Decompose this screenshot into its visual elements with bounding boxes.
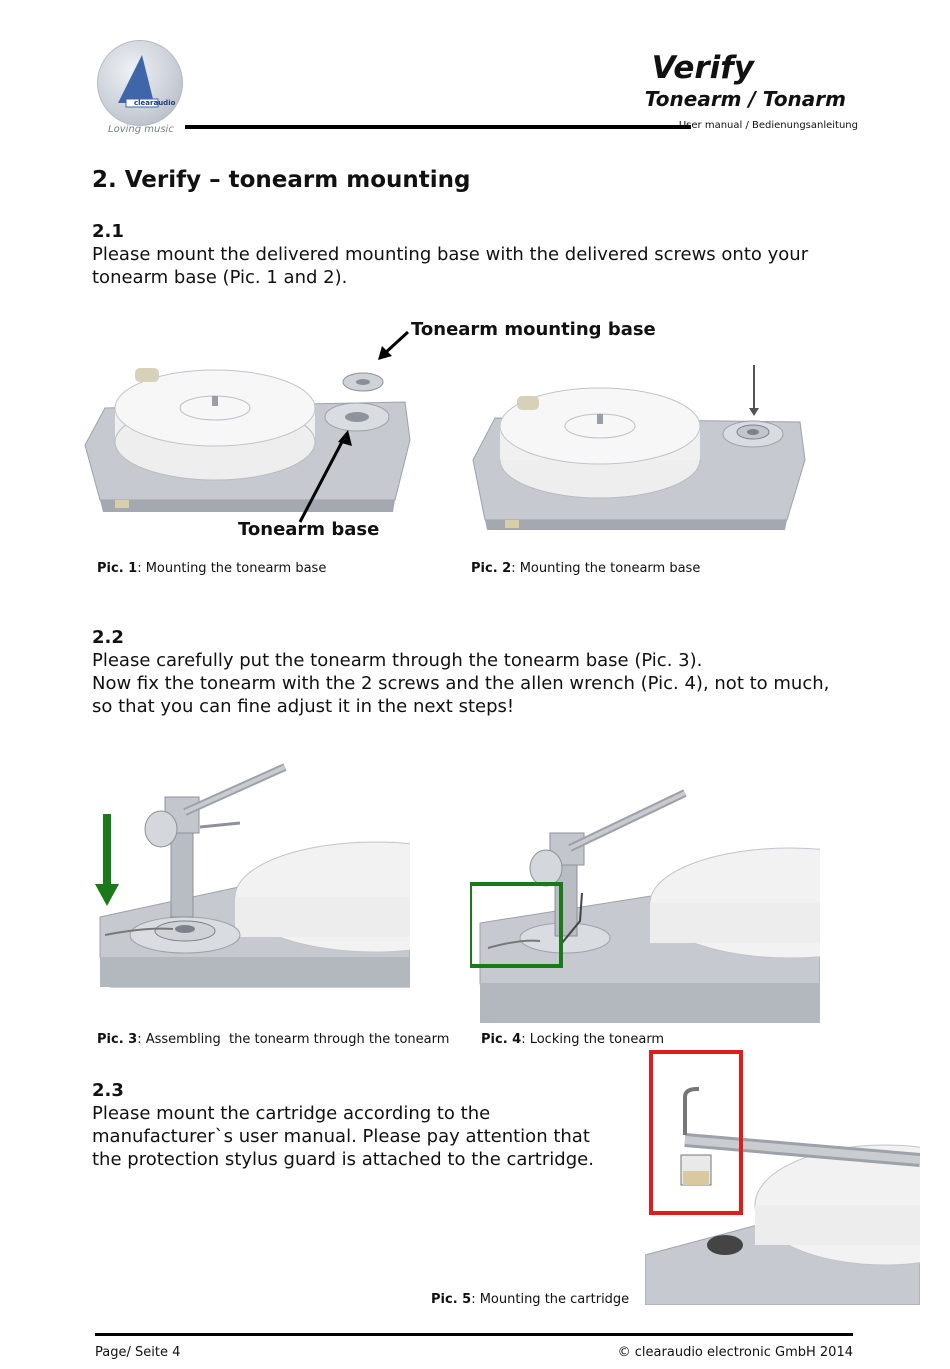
pic4-caption-text: : Locking the tonearm [521,1032,665,1047]
green-down-arrow-icon [92,810,122,910]
section-title: 2. Verify – tonearm mounting [92,167,471,193]
pointer-arrows [0,310,460,540]
step-2-3-text: Please mount the cartridge according to the manufacturer`s user manual. Please pay attention that the protection stylus guard is attached to the cartridge. [92,1103,594,1170]
step-2-2-line1: Please carefully put the tonearm through the tonearm base (Pic. 3). [92,650,703,671]
manual-label: User manual / Bedienungsanleitung [678,120,858,131]
step-2-2-line2: Now fix the tonearm with the 2 screws and the allen wrench (Pic. 4), not to much, so that you can fine adjust it in the next steps! [92,673,830,717]
footer-rule [95,1333,853,1336]
doc-title: Verify [651,50,754,86]
doc-subtitle: Tonearm / Tonarm [644,87,846,111]
pic2-caption-number: Pic. 2 [471,561,512,576]
pic1-caption-text: : Mounting the tonearm base [137,561,327,576]
pic5-caption [431,1292,629,1307]
pic3-caption-text: : Assembling the tonearm through the tonearm [137,1032,450,1047]
pic3-tonearm-image [85,757,410,1012]
pic3-caption [97,1032,449,1047]
copyright: © clearaudio electronic GmbH 2014 [617,1345,853,1360]
logo-triangle-icon [98,41,182,125]
logo-tagline: Loving music [108,124,174,135]
page-number: Page/ Seite 4 [95,1345,181,1360]
header-rule [185,125,691,129]
pic5-cartridge-image [645,1045,920,1305]
label-mounting-base: Tonearm mounting base [411,319,656,340]
step-2-1-text: Please mount the delivered mounting base with the delivered screws onto your tonearm base (Pic. 1 and 2). [92,244,809,288]
step-2-1-number: 2.1 [92,221,124,242]
pic4-tonearm-image [470,753,820,1023]
pic2-turntable-image [465,350,815,530]
label-tonearm-base: Tonearm base [238,519,380,540]
pic1-caption [97,561,326,576]
pic2-caption-text: : Mounting the tonearm base [511,561,701,576]
pic5-caption-number: Pic. 5 [431,1292,472,1307]
logo-label: clearaudio [134,99,176,107]
pic4-caption [481,1032,664,1047]
pic3-caption-number: Pic. 3 [97,1032,138,1047]
pic5-caption-text: : Mounting the cartridge [471,1292,630,1307]
pic2-caption [471,561,700,576]
step-2-2-number: 2.2 [92,627,124,648]
step-2-3-number: 2.3 [92,1080,124,1101]
clearaudio-logo [97,40,183,126]
pic1-caption-number: Pic. 1 [97,561,138,576]
pic4-caption-number: Pic. 4 [481,1032,522,1047]
red-highlight-box [651,1052,741,1213]
